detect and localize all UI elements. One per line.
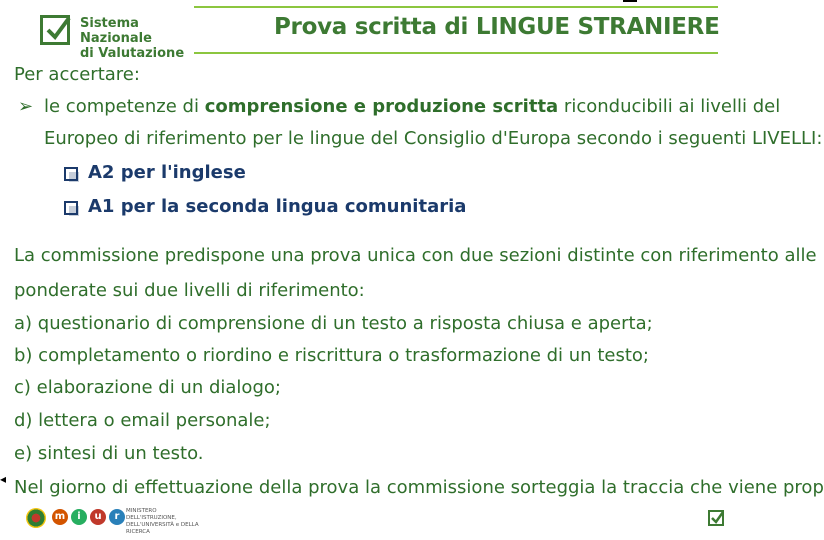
miur-letter: r <box>109 509 125 525</box>
list-item: d) lettera o email personale; <box>14 410 271 431</box>
footer-checkmark-icon <box>708 510 724 526</box>
logo-text <box>80 16 195 61</box>
miur-letter: m <box>52 509 68 525</box>
bullet-text-part2: riconducibili ai livelli del <box>558 96 781 117</box>
page-title: Prova scritta di LINGUE STRANIERE <box>274 14 720 40</box>
closing-line: Nel giorno di effettuazione della prova la commissione sorteggia la traccia che viene prop <box>14 477 824 498</box>
logo-text-line2: di Valutazione <box>80 46 185 61</box>
checkmark-icon <box>40 15 70 45</box>
bullet-line-1 <box>44 96 780 117</box>
top-marker <box>623 0 637 2</box>
republic-emblem-icon <box>26 508 46 528</box>
ministry-text: MINISTERO DELL'ISTRUZIONE, DELL'UNIVERSITÀ e DELLA RICERCA <box>126 508 199 535</box>
arrow-bullet-icon: ➢ <box>18 96 34 117</box>
square-bullet-icon <box>64 201 78 215</box>
edge-marker: ◂ <box>0 472 7 486</box>
paragraph-line-1: La commissione predispone una prova unica con due sezioni distinte con riferimento alle <box>14 245 817 266</box>
list-item: e) sintesi di un testo. <box>14 443 204 464</box>
level-item: A2 per l'inglese <box>88 162 246 183</box>
intro-text: Per accertare: <box>14 64 140 85</box>
level-item: A1 per la seconda lingua comunitaria <box>88 196 467 217</box>
miur-letters <box>52 509 125 525</box>
list-item: b) completamento o riordino e riscrittura o trasformazione di un testo; <box>14 345 649 366</box>
miur-letter: i <box>71 509 87 525</box>
list-item: a) questionario di comprensione di un testo a risposta chiusa e aperta; <box>14 313 653 334</box>
square-bullet-icon <box>64 167 78 181</box>
invalsi-logo <box>30 6 194 61</box>
miur-letter: u <box>90 509 106 525</box>
bullet-text-part1: le competenze di <box>44 96 205 117</box>
paragraph-line-2: ponderate sui due livelli di riferimento: <box>14 280 365 301</box>
bullet-text-bold: comprensione e produzione scritta <box>204 96 559 117</box>
logo-text-line1: Sistema Nazionale <box>80 16 152 46</box>
miur-logo <box>26 506 204 535</box>
list-item: c) elaborazione di un dialogo; <box>14 377 281 398</box>
bullet-line-2: Europeo di riferimento per le lingue del Consiglio d'Europa secondo i seguenti LIVELLI: <box>44 128 823 149</box>
